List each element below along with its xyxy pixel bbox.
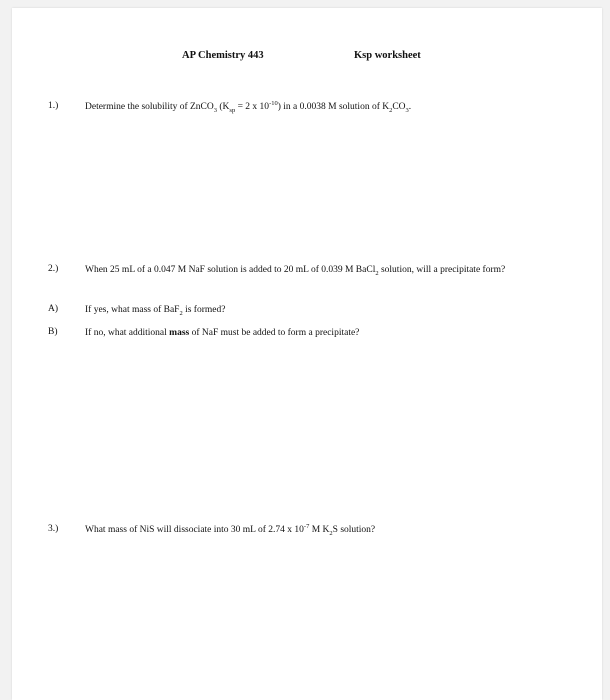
course-title: AP Chemistry 443	[182, 50, 264, 61]
worksheet-title: Ksp worksheet	[354, 50, 421, 61]
question-1-number: 1.)	[48, 101, 59, 111]
worksheet-page	[12, 8, 602, 700]
question-1-text: Determine the solubility of ZnCO$_3$ ($K_{sp} = 2$ x $10^{-10}$) in a 0.0038 M solution of $K_2CO_3$.	[85, 99, 412, 114]
part-a-text: If yes, what mass of BaF$_2$ is formed?	[85, 305, 226, 317]
question-2-text: When 25 mL of a 0.047 M NaF solution is added to 20 mL of 0.039 M BaCl$_2$ solution, will a precipitate form?	[85, 265, 506, 277]
part-b-label: B)	[48, 327, 58, 337]
question-2-number: 2.)	[48, 264, 59, 274]
part-b-text: If no, what additional mass of NaF must be added to form a precipitate?	[85, 328, 360, 338]
question-3-text: What mass of NiS will dissociate into 30 mL of 2.74 x $10^{-7}$ M $K_2S$ solution?	[85, 522, 376, 537]
part-a-label: A)	[48, 304, 59, 314]
question-3-number: 3.)	[48, 524, 59, 534]
